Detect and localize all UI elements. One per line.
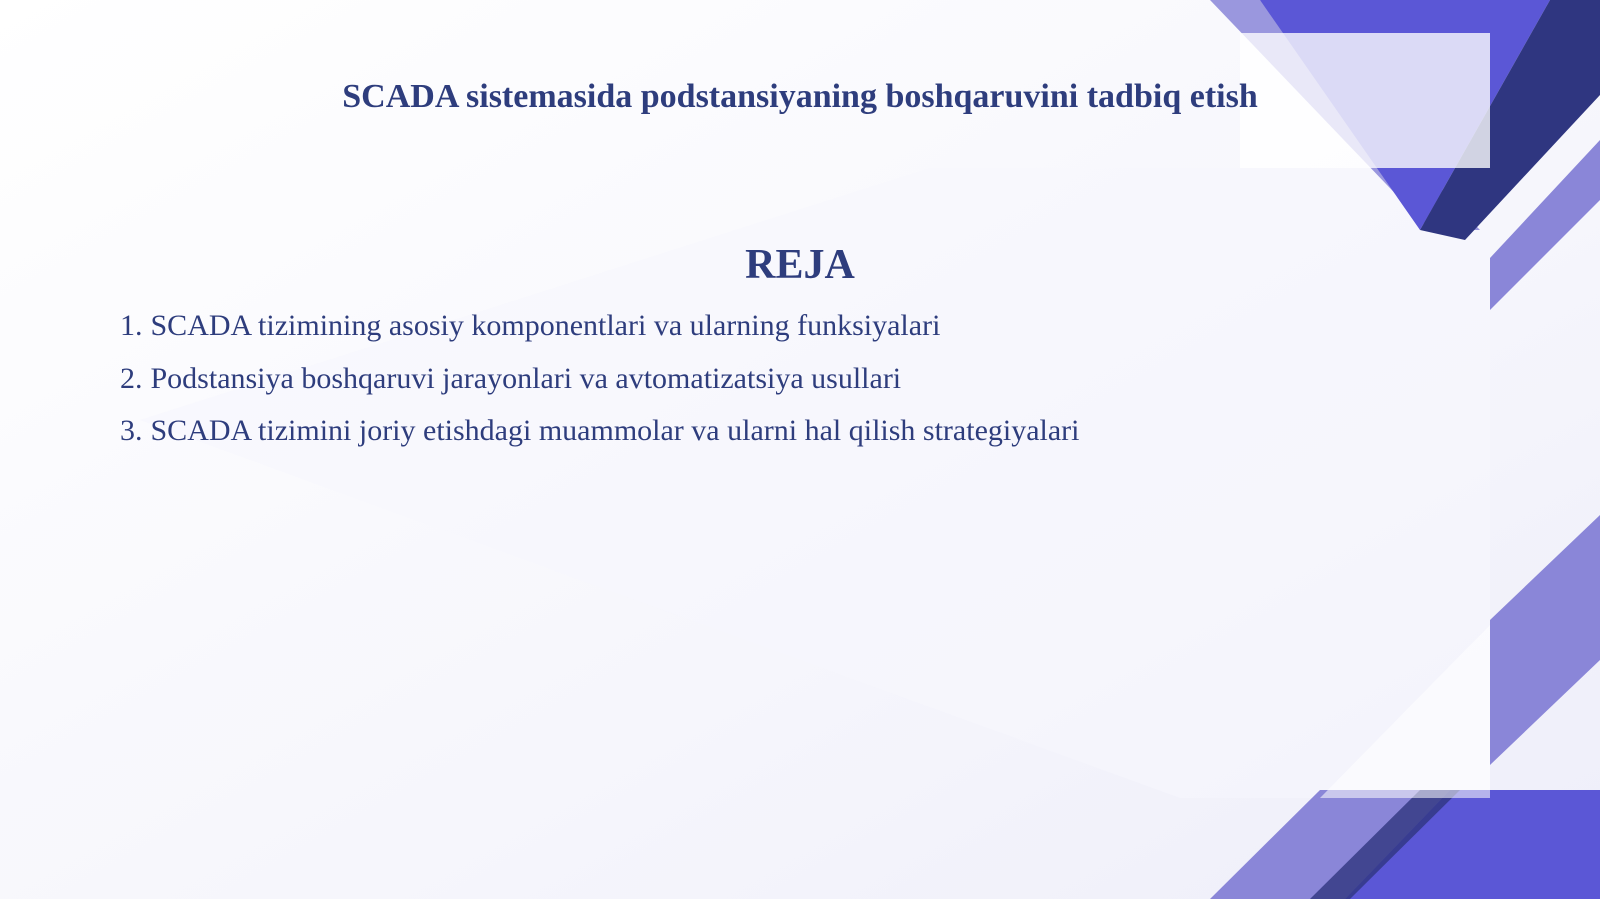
plan-item-number: 2. [120, 361, 143, 395]
plan-list [120, 306, 1080, 464]
plan-item-text: SCADA tizimini joriy etishdagi muammolar va ularni hal qilish strategiyalari [150, 414, 1080, 447]
plan-item [120, 359, 1080, 412]
plan-item [120, 411, 1080, 464]
plan-item-number: 1. [120, 309, 143, 342]
plan-item-text: Podstansiya boshqaruvi jarayonlari va avtomatizatsiya usullari [150, 361, 902, 395]
plan-item-text: SCADA tizimining asosiy komponentlari va ularning funksiyalari [150, 309, 941, 342]
plan-heading: REJA [745, 242, 855, 288]
plan-item-number: 3. [120, 414, 143, 447]
plan-item [120, 306, 1080, 359]
slide-title: SCADA sistemasida podstansiyaning boshqaruvini tadbiq etish [342, 78, 1258, 115]
